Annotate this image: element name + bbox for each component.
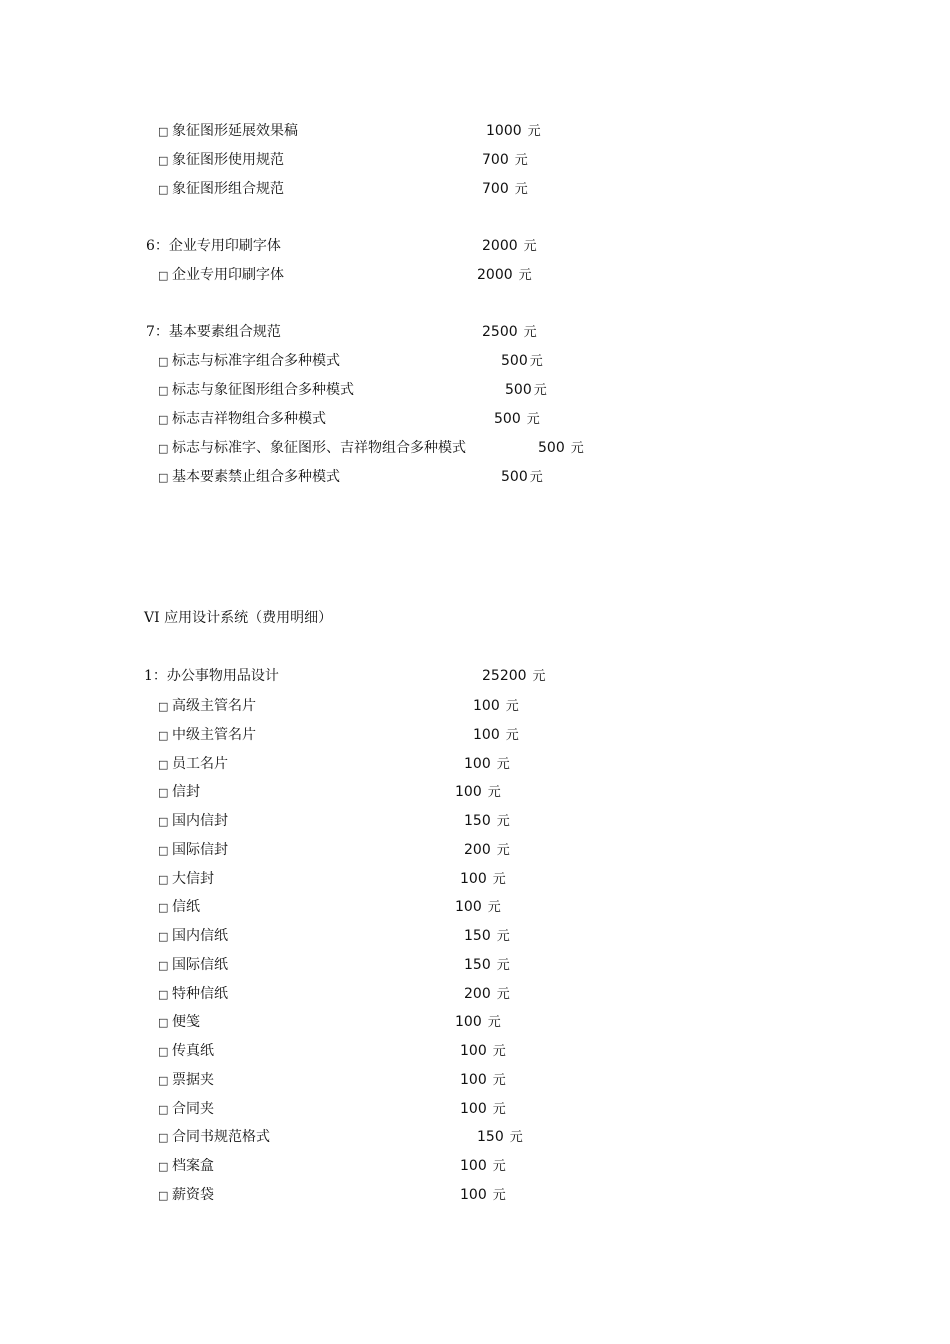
bullet-box: □: [158, 1103, 169, 1116]
bullet-box: □: [158, 815, 169, 828]
unit-label: 元: [523, 325, 537, 340]
unit-label: 元: [496, 987, 510, 1002]
unit-label: 元: [518, 268, 532, 283]
bullet-box: □: [158, 873, 169, 886]
item-amount: 700: [482, 181, 509, 197]
item-amount: 100: [460, 1072, 487, 1088]
item-amount: 100: [460, 871, 487, 887]
unit-label: 元: [523, 239, 537, 254]
item-amount: 100: [473, 727, 500, 743]
unit-label: 元: [527, 124, 541, 139]
bullet-box: □: [158, 269, 169, 282]
item-label: 档案盒: [172, 1158, 214, 1174]
item-label: 企业专用印刷字体: [172, 267, 284, 283]
unit-label: 元: [529, 354, 543, 369]
bullet-box: □: [158, 959, 169, 972]
unit-label: 元: [492, 872, 506, 887]
bullet-box: □: [158, 1016, 169, 1029]
item-label: 高级主管名片: [172, 698, 256, 714]
unit-label: 元: [509, 1130, 523, 1145]
item-amount: 150: [464, 957, 491, 973]
bullet-box: □: [158, 930, 169, 943]
item-amount: 2000: [477, 267, 513, 283]
bullet-box: □: [158, 1045, 169, 1058]
item-label: 信封: [172, 784, 200, 800]
unit-label: 元: [492, 1188, 506, 1203]
group-heading-label: 7：基本要素组合规范: [146, 324, 281, 340]
item-amount: 700: [482, 152, 509, 168]
item-label: 便笺: [172, 1014, 200, 1030]
bullet-box: □: [158, 384, 169, 397]
item-label: 国内信纸: [172, 928, 228, 944]
bullet-box: □: [158, 442, 169, 455]
item-amount: 100: [464, 756, 491, 772]
item-amount: 150: [464, 813, 491, 829]
item-amount: 150: [477, 1129, 504, 1145]
item-label: 国际信纸: [172, 957, 228, 973]
group-amount: 2500: [482, 324, 518, 340]
item-label: 标志与标准字组合多种模式: [172, 353, 340, 369]
unit-label: 元: [526, 412, 540, 427]
unit-label: 元: [492, 1044, 506, 1059]
item-label: 基本要素禁止组合多种模式: [172, 469, 340, 485]
unit-label: 元: [532, 669, 546, 684]
unit-label: 元: [514, 182, 528, 197]
bullet-box: □: [158, 1160, 169, 1173]
item-label: 国内信封: [172, 813, 228, 829]
group-amount: 25200: [482, 668, 527, 684]
item-label: 合同书规范格式: [172, 1129, 270, 1145]
item-amount: 100: [460, 1187, 487, 1203]
unit-label: 元: [487, 785, 501, 800]
item-amount: 500: [501, 469, 528, 485]
item-label: 象征图形延展效果稿: [172, 123, 298, 139]
item-amount: 100: [460, 1043, 487, 1059]
item-amount: 100: [455, 899, 482, 915]
section-title-text: VI 应用设计系统（费用明细）: [144, 610, 333, 626]
item-amount: 500: [538, 440, 565, 456]
unit-label: 元: [514, 153, 528, 168]
bullet-box: □: [158, 988, 169, 1001]
item-label: 传真纸: [172, 1043, 214, 1059]
item-amount: 100: [455, 784, 482, 800]
unit-label: 元: [487, 1015, 501, 1030]
unit-label: 元: [487, 900, 501, 915]
item-amount: 100: [455, 1014, 482, 1030]
unit-label: 元: [492, 1159, 506, 1174]
unit-label: 元: [505, 699, 519, 714]
bullet-box: □: [158, 1131, 169, 1144]
item-amount: 500: [501, 353, 528, 369]
item-label: 大信封: [172, 871, 214, 887]
unit-label: 元: [496, 814, 510, 829]
group-amount: 2000: [482, 238, 518, 254]
item-label: 国际信封: [172, 842, 228, 858]
bullet-box: □: [158, 154, 169, 167]
item-amount: 100: [473, 698, 500, 714]
bullet-box: □: [158, 844, 169, 857]
item-amount: 100: [460, 1101, 487, 1117]
item-label: 标志与标准字、象征图形、吉祥物组合多种模式: [172, 440, 466, 456]
unit-label: 元: [570, 441, 584, 456]
item-amount: 500: [505, 382, 532, 398]
item-amount: 1000: [486, 123, 522, 139]
item-label: 象征图形组合规范: [172, 181, 284, 197]
item-label: 员工名片: [172, 756, 228, 772]
item-amount: 200: [464, 986, 491, 1002]
group-heading-label: 6：企业专用印刷字体: [146, 238, 281, 254]
unit-label: 元: [492, 1073, 506, 1088]
item-amount: 500: [494, 411, 521, 427]
unit-label: 元: [505, 728, 519, 743]
unit-label: 元: [496, 929, 510, 944]
item-label: 合同夹: [172, 1101, 214, 1117]
bullet-box: □: [158, 413, 169, 426]
unit-label: 元: [533, 383, 547, 398]
item-label: 象征图形使用规范: [172, 152, 284, 168]
bullet-box: □: [158, 700, 169, 713]
group-heading-label: 1：办公事物用品设计: [144, 668, 279, 684]
item-label: 中级主管名片: [172, 727, 256, 743]
item-amount: 200: [464, 842, 491, 858]
unit-label: 元: [492, 1102, 506, 1117]
bullet-box: □: [158, 1189, 169, 1202]
item-label: 特种信纸: [172, 986, 228, 1002]
item-label: 票据夹: [172, 1072, 214, 1088]
bullet-box: □: [158, 1074, 169, 1087]
unit-label: 元: [496, 843, 510, 858]
item-label: 信纸: [172, 899, 200, 915]
unit-label: 元: [529, 470, 543, 485]
bullet-box: □: [158, 125, 169, 138]
unit-label: 元: [496, 958, 510, 973]
bullet-box: □: [158, 786, 169, 799]
bullet-box: □: [158, 758, 169, 771]
unit-label: 元: [496, 757, 510, 772]
bullet-box: □: [158, 729, 169, 742]
item-amount: 100: [460, 1158, 487, 1174]
bullet-box: □: [158, 471, 169, 484]
item-amount: 150: [464, 928, 491, 944]
item-label: 薪资袋: [172, 1187, 214, 1203]
bullet-box: □: [158, 901, 169, 914]
item-label: 标志吉祥物组合多种模式: [172, 411, 326, 427]
bullet-box: □: [158, 355, 169, 368]
item-label: 标志与象征图形组合多种模式: [172, 382, 354, 398]
bullet-box: □: [158, 183, 169, 196]
